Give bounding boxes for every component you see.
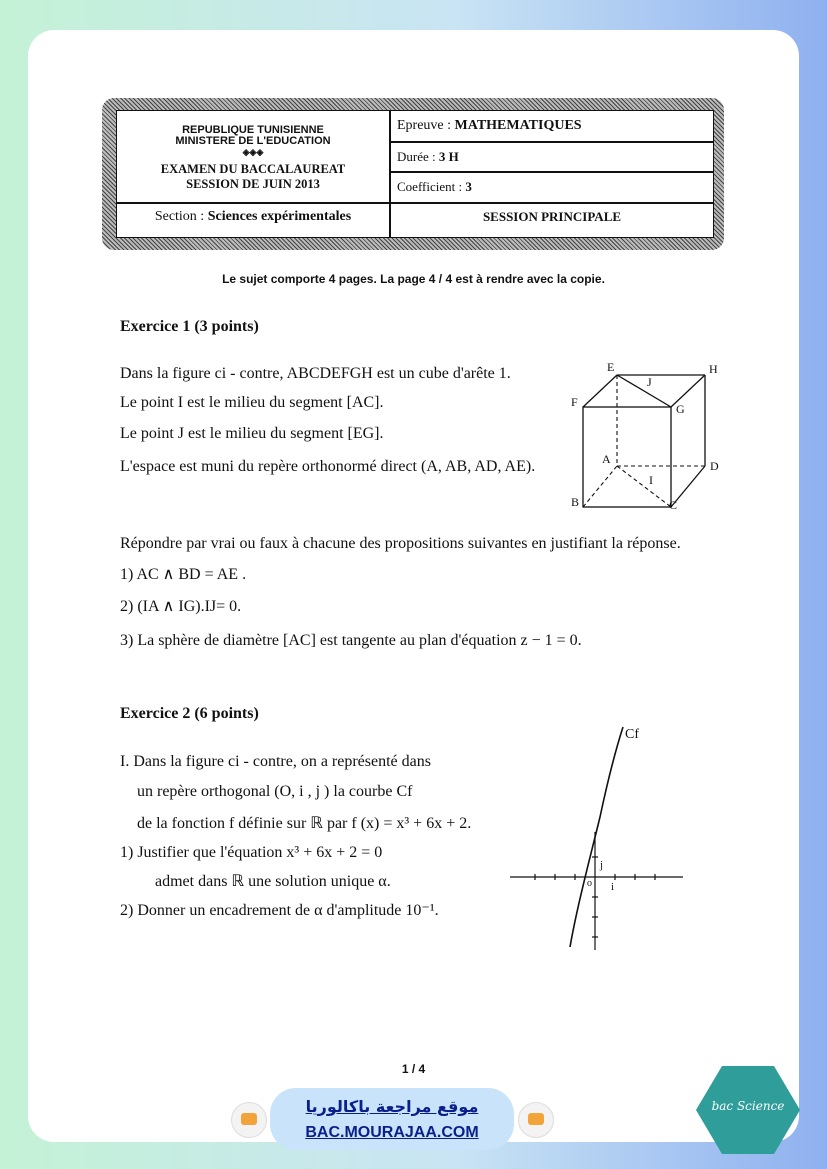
unit-i-label: i bbox=[611, 881, 615, 893]
country-name: REPUBLIQUE TUNISIENNE bbox=[182, 124, 324, 136]
exercise2-title: Exercice 2 (6 points) bbox=[120, 705, 259, 722]
ex2-line-5: admet dans ℝ une solution unique α. bbox=[155, 873, 391, 890]
label-B: B bbox=[571, 495, 580, 509]
badge-text: bac Science bbox=[711, 1099, 785, 1113]
origin-label: o bbox=[587, 878, 592, 889]
session-type: SESSION PRINCIPALE bbox=[482, 209, 622, 224]
ex1-line-2: Le point I est le milieu du segment [AC]. bbox=[120, 394, 384, 411]
exam-header bbox=[102, 98, 724, 250]
coef-label: Coefficient : bbox=[397, 179, 463, 194]
coef-value: 3 bbox=[465, 179, 472, 194]
ex1-line-4: L'espace est muni du repère orthonormé direct (A, AB, AD, AE). bbox=[120, 458, 536, 475]
footer-banner[interactable] bbox=[270, 1088, 514, 1150]
curve-cf bbox=[570, 727, 623, 947]
exercise1-title: Exercice 1 (3 points) bbox=[120, 318, 259, 335]
epreuve-label: Epreuve : bbox=[397, 118, 452, 133]
label-A: A bbox=[602, 452, 611, 466]
cube-figure bbox=[565, 360, 735, 510]
duree-label: Durée : bbox=[397, 149, 436, 164]
ex1-line-1: Dans la figure ci - contre, ABCDEFGH est un cube d'arête 1. bbox=[120, 365, 511, 382]
epreuve-value: MATHEMATIQUES bbox=[454, 118, 582, 133]
ex1-prop-3: 3) La sphère de diamètre [AC] est tangente au plan d'équation z − 1 = 0. bbox=[120, 632, 582, 649]
page-notice: Le sujet comporte 4 pages. La page 4 / 4 est à rendre avec la copie. bbox=[222, 272, 605, 286]
label-E: E bbox=[607, 360, 615, 374]
ex1-line-3: Le point J est le milieu du segment [EG]. bbox=[120, 425, 384, 442]
label-D: D bbox=[710, 459, 719, 473]
ex2-line-6: 2) Donner un encadrement de α d'amplitude 10⁻¹. bbox=[120, 902, 439, 919]
label-J: J bbox=[647, 375, 652, 389]
section-label: Section : bbox=[154, 209, 205, 224]
label-I: I bbox=[649, 473, 653, 487]
curve-label: Cf bbox=[625, 727, 639, 742]
ex2-line-1: I. Dans la figure ci - contre, on a représenté dans bbox=[120, 753, 431, 770]
page-number: 1 / 4 bbox=[401, 1062, 426, 1076]
label-F: F bbox=[571, 395, 578, 409]
ex2-line-4: 1) Justifier que l'équation x³ + 6x + 2 = 0 bbox=[120, 844, 383, 861]
footer-site[interactable]: BAC.MOURAJAA.COM bbox=[305, 1124, 479, 1141]
footer-logo-right bbox=[518, 1102, 554, 1138]
label-G: G bbox=[676, 402, 685, 416]
footer-arabic[interactable]: موقع مراجعة باكالوريا bbox=[305, 1097, 479, 1116]
ex1-prop-1: 1) AC ∧ BD = AE . bbox=[120, 566, 247, 583]
footer-logo-left bbox=[231, 1102, 267, 1138]
ex2-line-2: un repère orthogonal (O, i , j ) la courbe Cf bbox=[137, 783, 413, 800]
ex1-instruction: Répondre par vrai ou faux à chacune des propositions suivantes en justifiant la réponse. bbox=[120, 535, 681, 552]
ornament: ◈◈◈ bbox=[242, 147, 264, 157]
function-graph bbox=[505, 722, 690, 954]
ministry-name: MINISTERE DE L'EDUCATION bbox=[175, 135, 331, 147]
section-value: Sciences expérimentales bbox=[207, 209, 352, 224]
duree-value: 3 H bbox=[438, 149, 459, 164]
unit-j-label: j bbox=[600, 859, 604, 871]
session-date: SESSION DE JUIN 2013 bbox=[186, 177, 320, 191]
ex1-prop-2: 2) (IA ∧ IG).IJ= 0. bbox=[120, 598, 242, 615]
ex2-line-3: de la fonction f définie sur ℝ par f (x) = x³ + 6x + 2. bbox=[137, 815, 472, 832]
cube-front-face bbox=[583, 407, 671, 507]
label-H: H bbox=[709, 362, 718, 376]
label-C: C bbox=[669, 498, 678, 510]
exam-title: EXAMEN DU BACCALAUREAT bbox=[160, 162, 346, 176]
